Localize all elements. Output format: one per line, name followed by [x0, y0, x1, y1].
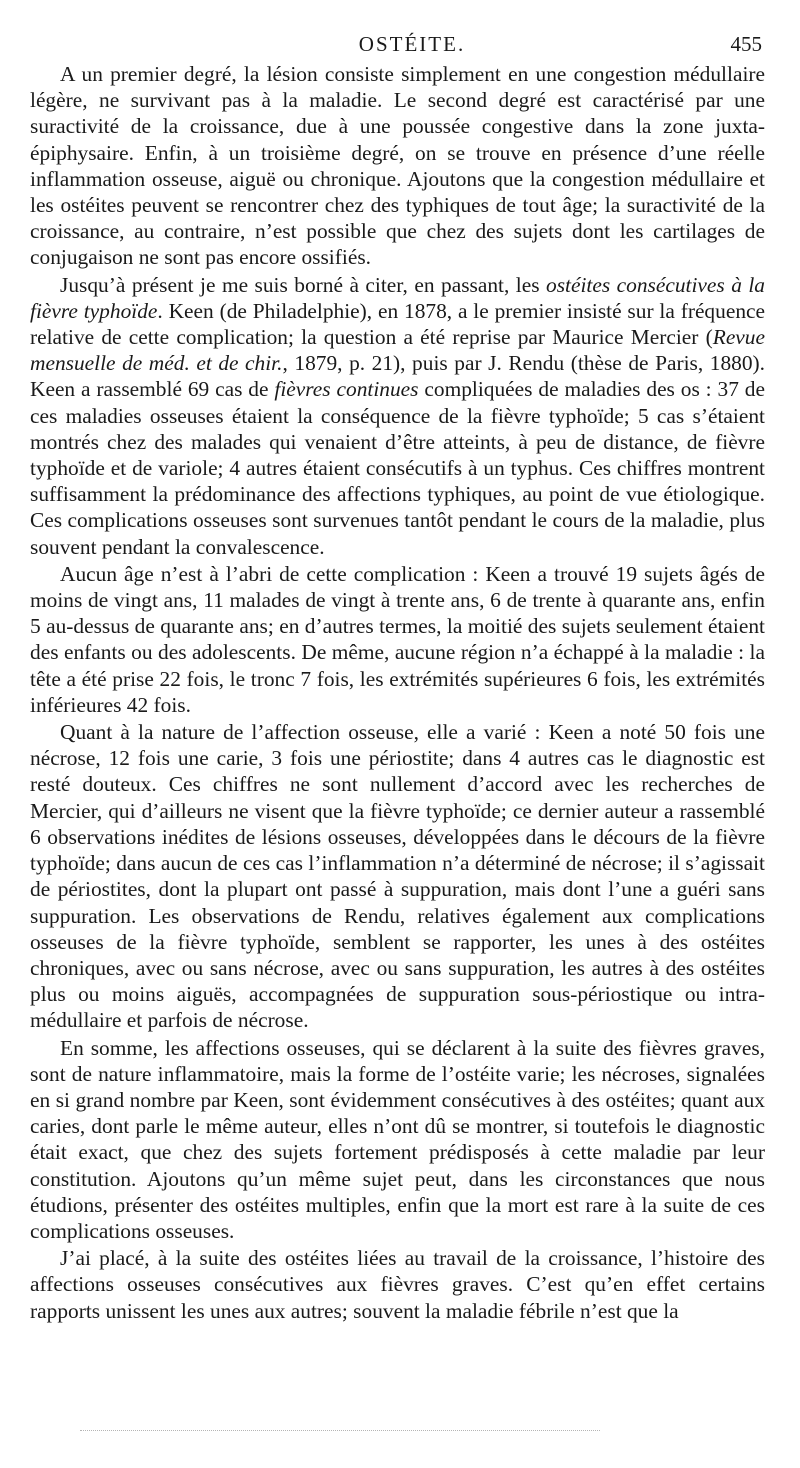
paragraph — [30, 272, 765, 560]
body-text — [30, 61, 765, 1324]
italic-run: Revue mensuelle de méd. et de chir. — [30, 325, 765, 376]
text-run: Aucun âge n’est à l’abri de cette complication : Keen a trouvé 19 sujets âgés de moins de vingt ans, 11 malades de vingt à trente ans, 6 de trente à quarante ans, enfin 5 au-dessus de quarante ans; en d’autres termes, la moitié des sujets seulement étaient des enfants ou des adolescents. De même, aucune région n’a échappé à la maladie : la tête a été prise 22 fois, le tronc 7 fois, les extrémités supérieures 6 fois, les extrémités inférieures 42 fois. — [30, 561, 765, 717]
paragraph — [30, 1035, 765, 1245]
footer-rule — [80, 1430, 600, 1431]
text-run: Quant à la nature de l’affection osseuse, elle a varié : Keen a noté 50 fois une nécrose, 12 fois une carie, 3 fois une périostite; dans 4 autres cas le diagnostic est resté douteux. Ces chiffres ne sont nullement d’accord avec les recherches de Mercier, qui d’ailleurs ne visent que la fièvre typhoïde; ce dernier auteur a rassemblé 6 observations inédites de lésions osseuses, développées dans le décours de la fièvre typhoïde; dans aucun de ces cas l’inflammation n’a déterminé de nécrose; il s’agissait de périostites, dont la plupart ont passé à suppuration, mais dont l’une a guéri sans suppuration. Les observations de Rendu, relatives également aux complications osseuses de la fièvre typhoïde, semblent se rapporter, les unes à des ostéites chroniques, avec ou sans nécrose, avec ou sans suppuration, les autres à des ostéites plus ou moins aiguës, accompagnées de suppuration sous-périostique ou intra-médullaire et parfois de nécrose. — [30, 720, 765, 1033]
page-number: 455 — [730, 32, 762, 56]
text-run: , 1879, p. 21), puis par J. Rendu (thèse de Paris, 1880). Keen a rassemblé 69 cas de — [30, 351, 765, 402]
paragraph — [30, 719, 765, 1033]
page-header — [62, 30, 762, 58]
running-title: OSTÉITE. — [358, 32, 466, 56]
italic-run: fièvres continues — [274, 377, 419, 402]
text-run: En somme, les affections osseuses, qui se déclarent à la suite des fièvres graves, sont de nature inflammatoire, mais la forme de l’ostéite varie; les nécroses, signalées en si grand nombre par Keen, sont évidemment consécutives à des ostéites; quant aux caries, dont parle le même auteur, elles n’ont dû se montrer, si toutefois le diagnostic était exact, que chez des sujets fortement prédisposés à cette maladie par leur constitution. Ajoutons qu’un même sujet peut, dans les circonstances que nous étudions, présenter des ostéites multiples, enfin que la mort est rare à la suite de ces complications osseuses. — [30, 1035, 765, 1243]
paragraph — [30, 61, 765, 271]
text-run: A un premier degré, la lésion consiste simplement en une congestion médullaire légère, ne survivant pas à la maladie. Le second degré est caractérisé par une suractivité de la croissance, due à une poussée congestive dans la zone juxta-épiphysaire. Enfin, à un troisième degré, on se trouve en présence d’une réelle inflammation osseuse, aiguë ou chronique. Ajoutons que la congestion médullaire et les ostéites peuvent se rencontrer chez des typhiques de tout âge; la suractivité de la croissance, au contraire, n’est possible que chez des sujets dont les cartilages de conjugaison ne sont pas encore ossifiés. — [30, 62, 765, 270]
paragraph — [30, 1245, 765, 1324]
italic-run: ostéites consécutives à la fièvre typhoïde — [30, 272, 765, 323]
text-run: . Keen (de Philadelphie), en 1878, a le premier insisté sur la fréquence relative de cette complication; la question a été reprise par Maurice Mercier ( — [30, 298, 766, 350]
text-run: compliquées de maladies des os : 37 de ces maladies osseuses étaient la conséquence de la fièvre typhoïde; 5 cas s’étaient montrés chez des malades qui venaient d’être atteints, à peu de distance, de fièvre typhoïde et de variole; 4 autres étaient consécutifs à un typhus. Ces chiffres montrent suffisamment la prédominance des affections typhiques, au point de vue étiologique. Ces complications osseuses sont survenues tantôt pendant le cours de la maladie, plus souvent pendant la convalescence. — [30, 377, 765, 559]
text-run: J’ai placé, à la suite des ostéites liées au travail de la croissance, l’histoire des affections osseuses consécutives aux fièvres graves. C’est qu’en effet certains rapports unissent les unes aux autres; souvent la maladie fébrile n’est que la — [30, 1246, 765, 1323]
text-run: Jusqu’à présent je me suis borné à citer, en passant, les — [60, 272, 547, 297]
paragraph — [30, 561, 765, 718]
